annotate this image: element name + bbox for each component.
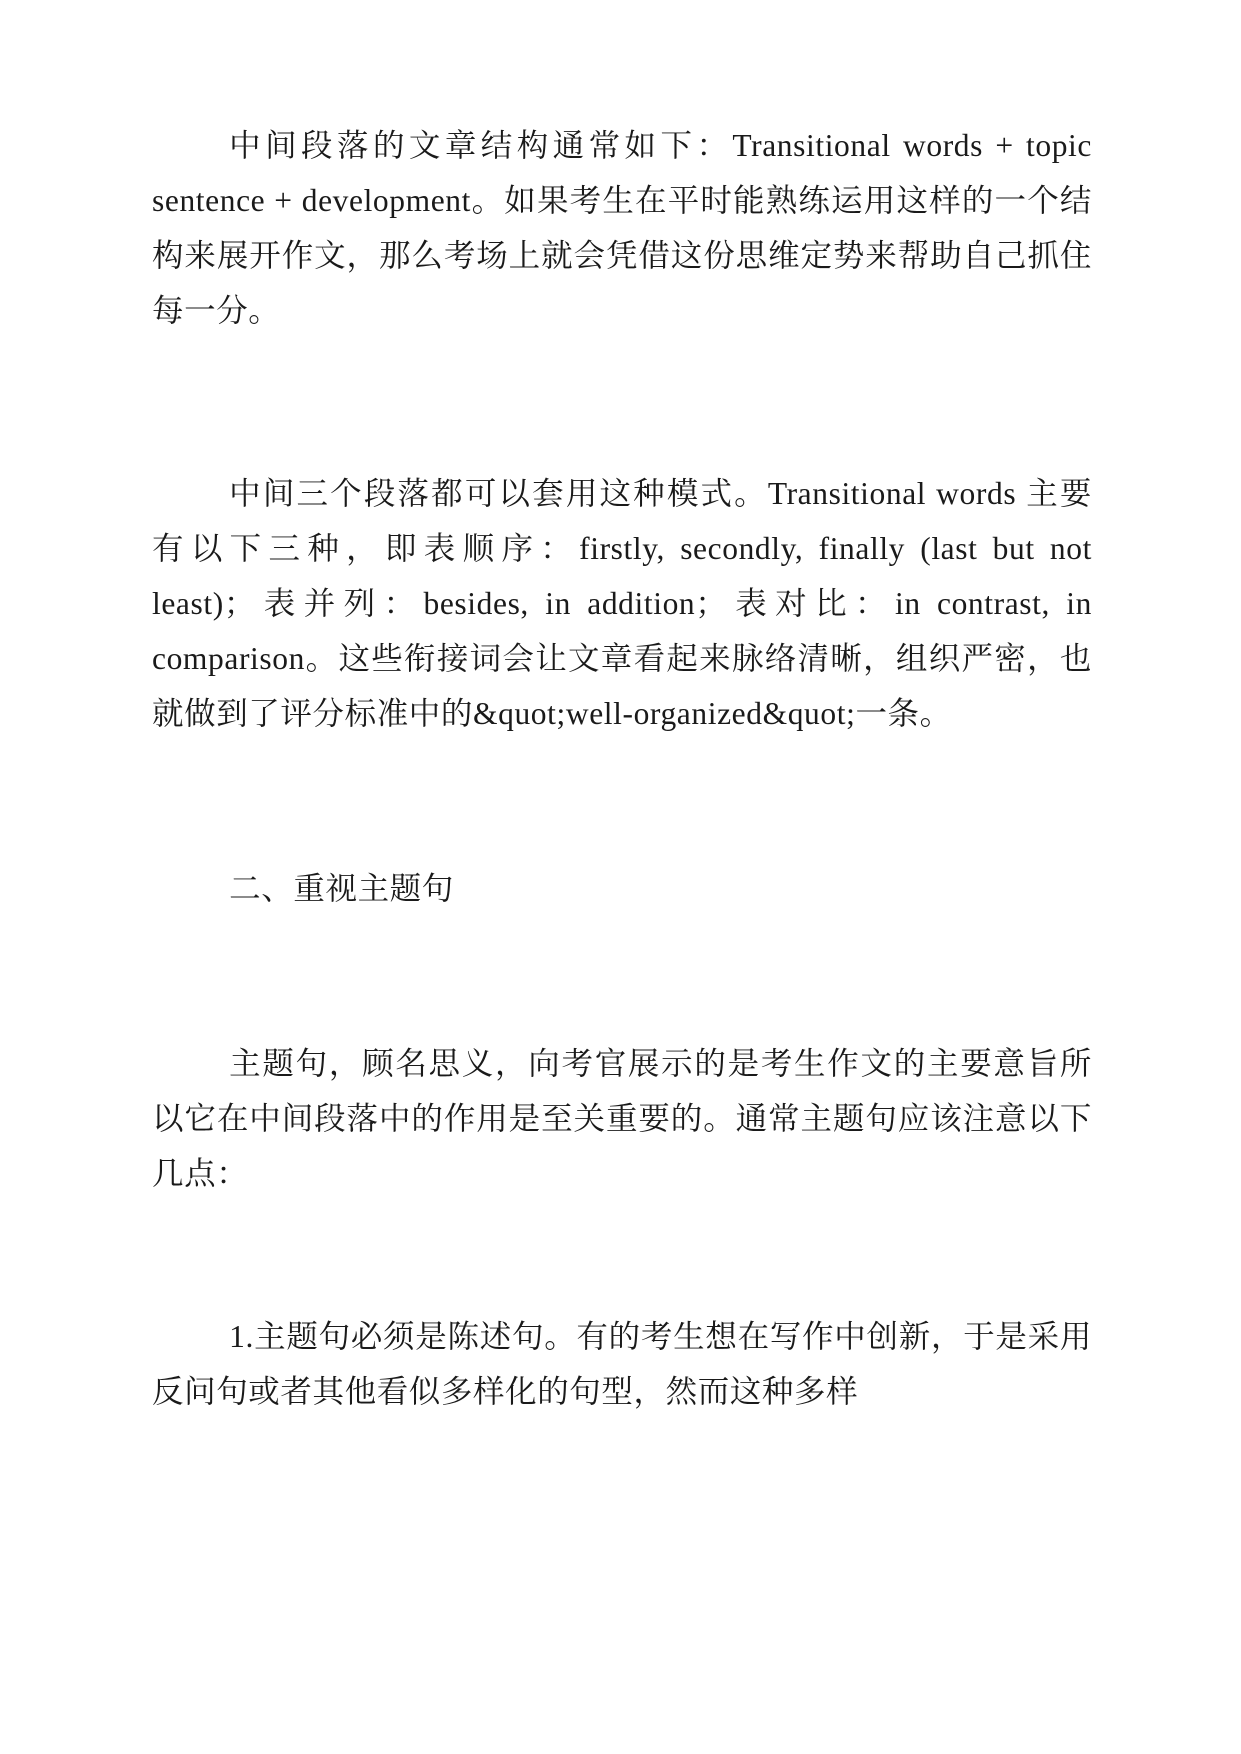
paragraph-spacer <box>152 741 1092 861</box>
paragraph-spacer <box>152 338 1092 466</box>
paragraph-transitional-words: 中间三个段落都可以套用这种模式。Transitional words 主要有以下三种，即表顺序：firstly, secondly, finally (last but not least)；表并列：besides, in addition；表对比：in contrast, in comparison。这些衔接词会让文章看起来脉络清晰，组织严密，也就做到了评分标准中的&quot;well-organized&quot;一条。 <box>152 476 1092 731</box>
paragraph-spacer <box>152 1201 1092 1309</box>
document-body <box>152 118 1092 1419</box>
paragraph-topic-sentence-role: 主题句，顾名思义，向考官展示的是考生作文的主要意旨所以它在中间段落中的作用是至关重要的。通常主题句应该注意以下几点： <box>152 1046 1092 1191</box>
heading-section-two: 二、重视主题句 <box>229 871 454 906</box>
paragraph-point-one: 1.主题句必须是陈述句。有的考生想在写作中创新，于是采用反问句或者其他看似多样化的句型，然而这种多样 <box>152 1319 1092 1409</box>
paragraph-structure-intro: 中间段落的文章结构通常如下：Transitional words + topic sentence + development。如果考生在平时能熟练运用这样的一个结构来展开作文，那么考场上就会凭借这份思维定势来帮助自己抓住每一分。 <box>152 128 1092 328</box>
paragraph-spacer <box>152 916 1092 1036</box>
